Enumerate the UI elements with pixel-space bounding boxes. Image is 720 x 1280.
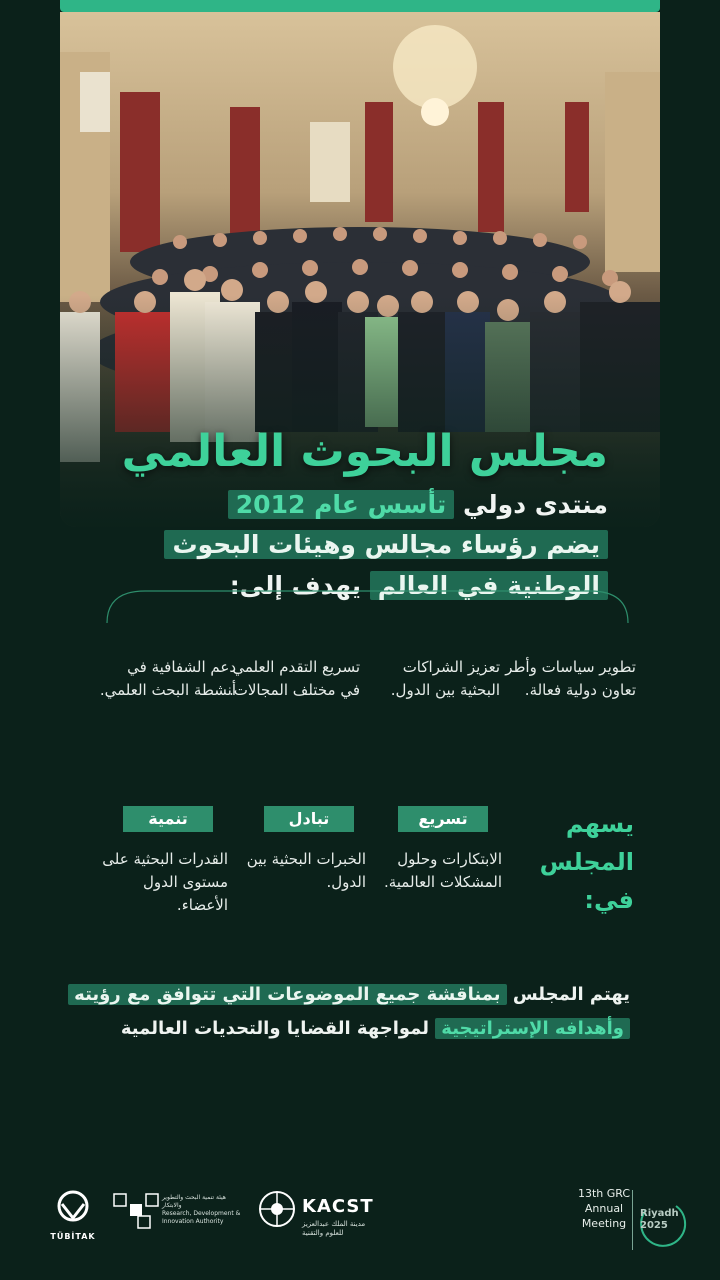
- tubitak-label: TÜBİTAK: [50, 1232, 96, 1241]
- contribution-text: الخبرات البحثية بين الدول.: [246, 850, 366, 891]
- closing-line-2: [121, 1018, 630, 1039]
- rdia-arabic-name: هيئة تنمية البحث والتطوير والابتكار: [162, 1194, 226, 1209]
- riyadh-city: Riyadh: [640, 1208, 679, 1219]
- goal-item: تسريع التقدم العلمي في مختلف المجالات.: [228, 658, 360, 699]
- contribution-tag: تنمية: [123, 806, 213, 832]
- contribution-text: الابتكارات وحلول المشكلات العالمية.: [383, 850, 502, 891]
- contribution-tag: تبادل: [264, 806, 354, 832]
- page-title: مجلس البحوث العالمي: [121, 426, 608, 477]
- closing-challenges-text: لمواجهة القضايا والتحديات العالمية: [120, 1018, 429, 1039]
- intro-line-1: [228, 490, 608, 519]
- kacst-label: KACST: [302, 1196, 374, 1217]
- grc-meeting-label: 13th GRC Annual Meeting: [577, 1187, 631, 1230]
- decorative-arc: [105, 585, 630, 625]
- goal-item: دعم الشفافية في أنشطة البحث العلمي.: [99, 658, 236, 699]
- contribution-text: القدرات البحثية على مستوى الدول الأعضاء.: [102, 850, 228, 914]
- rdia-english-name: Research, Development & Innovation Authority: [162, 1210, 241, 1225]
- contribution-tag: تسريع: [398, 806, 488, 832]
- kacst-logo: [258, 1190, 388, 1237]
- tubitak-logo: [50, 1190, 96, 1241]
- rdia-mark-icon: [112, 1190, 160, 1230]
- footer-divider: [632, 1190, 633, 1250]
- closing-line-1: [68, 984, 630, 1005]
- intro-line-2: [164, 530, 608, 559]
- intro-forum-text: منتدى دولي: [463, 490, 608, 519]
- rdia-text: [162, 1194, 242, 1226]
- riyadh-year: 2025: [640, 1220, 668, 1231]
- riyadh-label: [640, 1208, 679, 1232]
- kacst-emblem-icon: [258, 1190, 296, 1228]
- intro-members-highlight: يضم رؤساء مجالس وهيئات البحوث: [164, 530, 608, 559]
- tubitak-emblem-icon: [50, 1190, 96, 1226]
- intro-national-highlight: الوطنية في العالم: [370, 571, 608, 600]
- contributions-heading: يسهم المجلس في:: [539, 810, 634, 914]
- closing-strategy-highlight: وأهدافه الإستراتيجية: [435, 1018, 630, 1039]
- rdia-logo: [112, 1190, 242, 1234]
- intro-founded-highlight: تأسس عام 2012: [228, 490, 455, 519]
- kacst-arabic-name: مدينة الملك عبدالعزيز للعلوم والتقنية: [302, 1220, 366, 1237]
- footer-logos: [0, 1187, 720, 1260]
- closing-council-text: يهتم المجلس: [512, 984, 630, 1005]
- closing-topics-highlight: بمناقشة جميع الموضوعات التي تتوافق مع رؤيته: [68, 984, 506, 1005]
- goal-item: تطوير سياسات وأطر تعاون دولية فعالة.: [505, 658, 636, 699]
- goal-item: تعزيز الشراكات البحثية بين الدول.: [390, 658, 500, 699]
- top-accent-bar: [60, 0, 660, 12]
- intro-aims-text: يهدف إلى:: [229, 571, 362, 600]
